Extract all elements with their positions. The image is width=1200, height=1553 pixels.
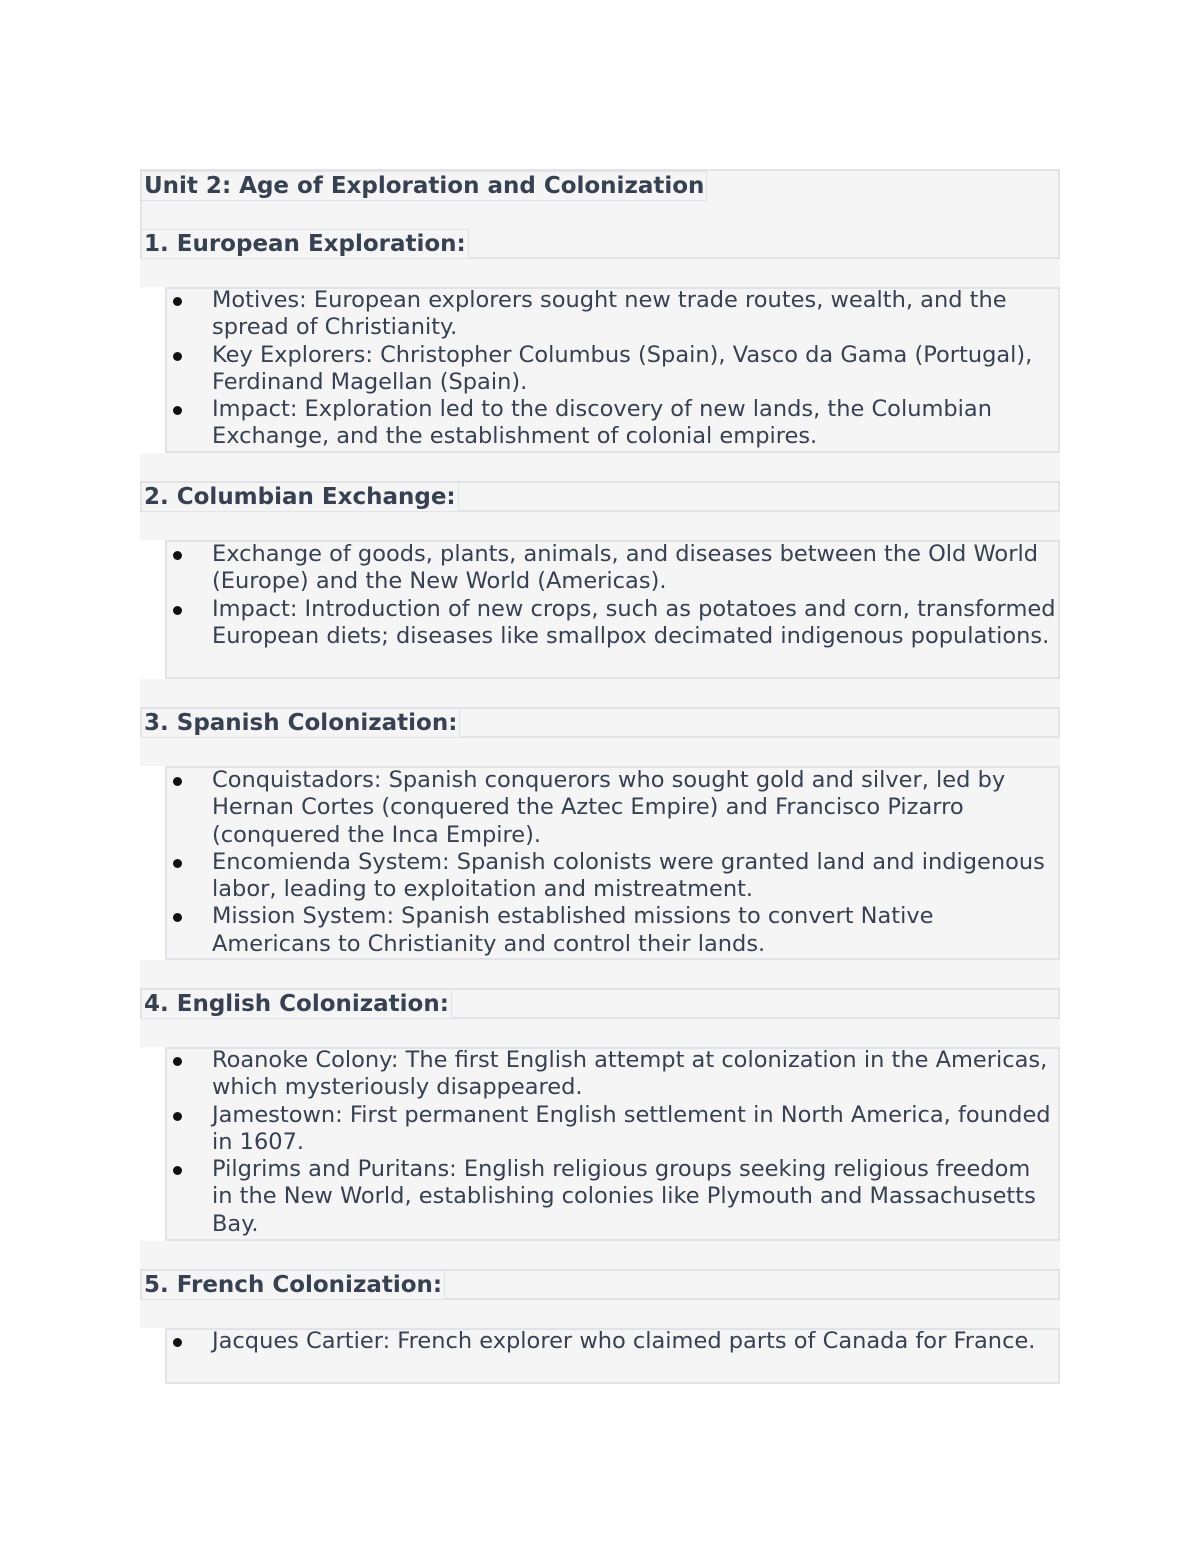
bullet-list-5: [166, 1328, 1056, 1355]
list-item: [166, 541, 1056, 596]
bullet-icon: [173, 297, 182, 306]
bullet-icon: [173, 1338, 182, 1347]
section-heading-2: 2. Columbian Exchange:: [141, 482, 459, 512]
spacer: [140, 679, 1060, 707]
list-item-text: Encomienda System: Spanish colonists were granted land and indigenous labor, leading to exploitation and mistreatment.: [212, 848, 1045, 903]
section-heading-3: 3. Spanish Colonization:: [141, 708, 460, 738]
section-heading-5: 5. French Colonization:: [141, 1270, 445, 1300]
bullet-icon: [173, 352, 182, 361]
bullet-icon: [173, 1057, 182, 1066]
spacer: [140, 1019, 1060, 1047]
list-item-text: Jacques Cartier: French explorer who claimed parts of Canada for France.: [212, 1328, 1036, 1354]
bullet-list-4: [166, 1047, 1056, 1238]
bullet-icon: [173, 777, 182, 786]
list-item-text: Conquistadors: Spanish conquerors who sought gold and silver, led by Hernan Cortes (conquered the Aztec Empire) and Francisco Pizarro (conquered the Inca Empire).: [212, 767, 1006, 848]
page-title: Unit 2: Age of Exploration and Colonization: [141, 171, 707, 201]
spacer: [140, 453, 1060, 481]
list-item-text: Impact: Introduction of new crops, such as potatoes and corn, transformed European diets; diseases like smallpox decimated indigenous populations.: [212, 595, 1056, 649]
bullet-icon: [173, 859, 182, 868]
list-item: [166, 1102, 1056, 1157]
bullet-icon: [173, 406, 182, 415]
list-item-text: Jamestown: First permanent English settlement in North America, founded in 1607.: [212, 1101, 1051, 1155]
spacer: [140, 1300, 1060, 1328]
bullet-list-1: [166, 287, 1056, 451]
bullet-icon: [173, 551, 182, 560]
list-item: [166, 287, 1056, 342]
bullet-icon: [173, 1112, 182, 1121]
list-item-text: Mission System: Spanish established missions to convert Native Americans to Christianity and control their lands.: [212, 903, 934, 957]
list-item-text: Motives: European explorers sought new trade routes, wealth, and the spread of Christianity.: [212, 287, 1007, 341]
list-item-text: Exchange of goods, plants, animals, and diseases between the Old World (Europe) and the New World (Americas).: [212, 541, 1038, 595]
section-heading-4: 4. English Colonization:: [141, 989, 452, 1019]
bullet-list-2: [166, 541, 1056, 650]
spacer: [140, 738, 1060, 766]
bullet-icon: [173, 606, 182, 615]
spacer: [140, 259, 1060, 287]
list-item: [166, 1156, 1056, 1238]
spacer: [140, 512, 1060, 540]
list-item: [166, 849, 1056, 904]
bullet-icon: [173, 1166, 182, 1175]
list-item: [166, 1328, 1056, 1355]
bullet-list-3: [166, 767, 1056, 958]
spacer: [140, 1241, 1060, 1269]
list-item: [166, 1047, 1056, 1102]
list-item: [166, 596, 1056, 651]
bullet-icon: [173, 913, 182, 922]
list-item: [166, 767, 1056, 849]
list-item: [166, 342, 1056, 397]
section-heading-1: 1. European Exploration:: [141, 229, 469, 259]
list-item-text: Key Explorers: Christopher Columbus (Spain), Vasco da Gama (Portugal), Ferdinand Magellan (Spain).: [212, 341, 1033, 395]
list-item: [166, 396, 1056, 451]
list-item: [166, 903, 1056, 958]
list-item-text: Roanoke Colony: The first English attempt at colonization in the Americas, which mysteriously disappeared.: [212, 1047, 1048, 1101]
spacer: [140, 960, 1060, 988]
list-item-text: Impact: Exploration led to the discovery of new lands, the Columbian Exchange, and the establishment of colonial empires.: [212, 396, 992, 450]
list-item-text: Pilgrims and Puritans: English religious groups seeking religious freedom in the New World, establishing colonies like Plymouth and Massachusetts Bay.: [212, 1156, 1036, 1237]
